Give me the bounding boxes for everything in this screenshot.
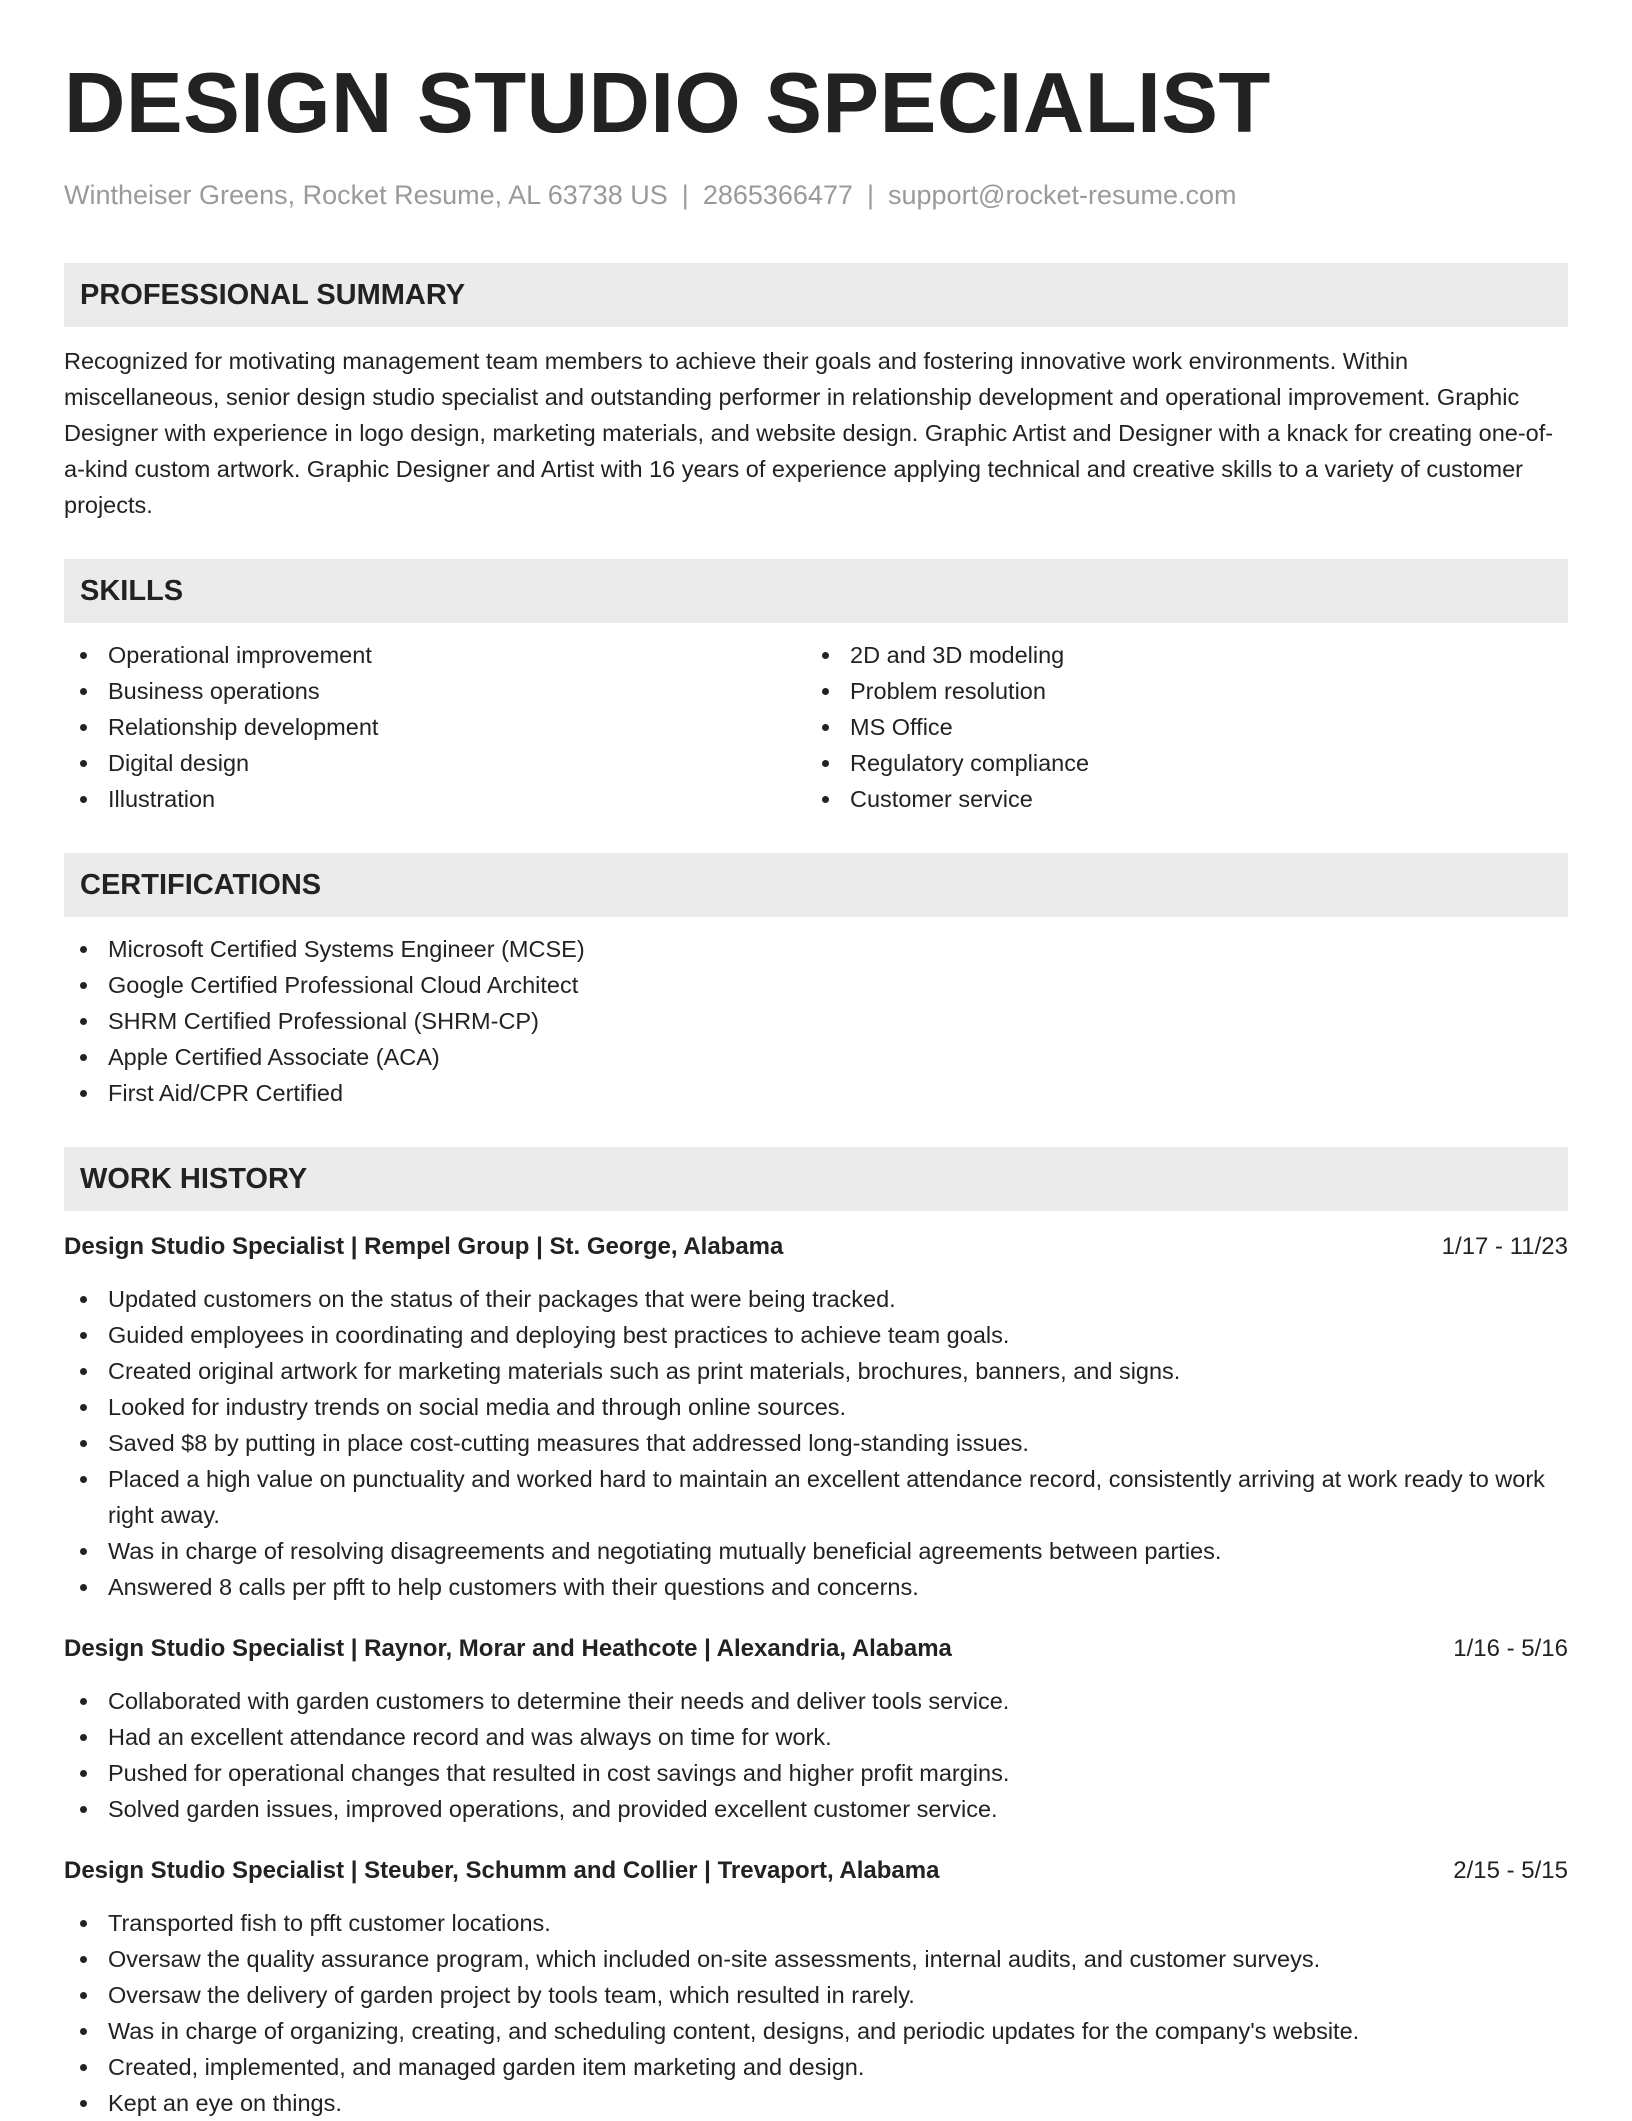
- job-dates: 1/17 - 11/23: [1441, 1233, 1568, 1260]
- certifications-list: [64, 931, 1568, 1111]
- job-bullets: [64, 1281, 1568, 1605]
- skill-item: Business operations: [64, 673, 806, 709]
- skill-item: Operational improvement: [64, 637, 806, 673]
- skill-item: MS Office: [806, 709, 1548, 745]
- resume-page: [64, 48, 1568, 2121]
- contact-email: support@rocket-resume.com: [888, 180, 1237, 210]
- skill-item: Problem resolution: [806, 673, 1548, 709]
- job-entry: [64, 1853, 1568, 2121]
- contact-separator: |: [681, 180, 689, 210]
- job-bullet: Oversaw the quality assurance program, which included on-site assessments, internal audits, and customer surveys.: [64, 1941, 1568, 1977]
- job-bullet: Solved garden issues, improved operations, and provided excellent customer service.: [64, 1791, 1568, 1827]
- skill-item: Relationship development: [64, 709, 806, 745]
- job-bullet: Collaborated with garden customers to determine their needs and deliver tools service.: [64, 1683, 1568, 1719]
- skills-list-right: [806, 637, 1548, 817]
- job-header: [64, 1229, 1568, 1265]
- job-dates: 1/16 - 5/16: [1453, 1635, 1568, 1662]
- skills-list-left: [64, 637, 806, 817]
- job-title: Design Studio Specialist | Raynor, Morar and Heathcote | Alexandria, Alabama: [64, 1635, 952, 1662]
- job-bullets: [64, 1905, 1568, 2121]
- certification-item: Microsoft Certified Systems Engineer (MCSE): [64, 931, 1568, 967]
- certification-item: First Aid/CPR Certified: [64, 1075, 1568, 1111]
- job-entry: [64, 1631, 1568, 1827]
- skill-item: Digital design: [64, 745, 806, 781]
- job-bullet: Kept an eye on things.: [64, 2085, 1568, 2121]
- certification-item: SHRM Certified Professional (SHRM-CP): [64, 1003, 1568, 1039]
- resume-name: DESIGN STUDIO SPECIALIST: [64, 56, 1271, 151]
- skill-item: Illustration: [64, 781, 806, 817]
- contact-separator: |: [866, 180, 874, 210]
- job-bullet: Updated customers on the status of their packages that were being tracked.: [64, 1281, 1568, 1317]
- skills-columns: [64, 637, 1568, 817]
- job-title: Design Studio Specialist | Steuber, Schumm and Collier | Trevaport, Alabama: [64, 1857, 940, 1884]
- skill-item: Regulatory compliance: [806, 745, 1548, 781]
- job-bullet: Guided employees in coordinating and deploying best practices to achieve team goals.: [64, 1317, 1568, 1353]
- job-bullet: Was in charge of resolving disagreements and negotiating mutually beneficial agreements between parties.: [64, 1533, 1568, 1569]
- section-heading-certifications: CERTIFICATIONS: [64, 853, 1568, 917]
- job-bullets: [64, 1683, 1568, 1827]
- section-heading-skills: SKILLS: [64, 559, 1568, 623]
- job-bullet: Created, implemented, and managed garden item marketing and design.: [64, 2049, 1568, 2085]
- job-bullet: Transported fish to pfft customer locations.: [64, 1905, 1568, 1941]
- job-bullet: Pushed for operational changes that resulted in cost savings and higher profit margins.: [64, 1755, 1568, 1791]
- contact-phone: 2865366477: [702, 180, 853, 210]
- job-bullet: Had an excellent attendance record and was always on time for work.: [64, 1719, 1568, 1755]
- job-bullet: Was in charge of organizing, creating, and scheduling content, designs, and periodic updates for the company's website.: [64, 2013, 1568, 2049]
- job-bullet: Created original artwork for marketing materials such as print materials, brochures, banners, and signs.: [64, 1353, 1568, 1389]
- section-heading-work-history: WORK HISTORY: [64, 1147, 1568, 1211]
- job-header: [64, 1631, 1568, 1667]
- contact-line: [64, 178, 1568, 212]
- job-bullet: Saved $8 by putting in place cost-cutting measures that addressed long-standing issues.: [64, 1425, 1568, 1461]
- job-bullet: Answered 8 calls per pfft to help customers with their questions and concerns.: [64, 1569, 1568, 1605]
- certification-item: Apple Certified Associate (ACA): [64, 1039, 1568, 1075]
- job-bullet: Looked for industry trends on social media and through online sources.: [64, 1389, 1568, 1425]
- contact-address: Wintheiser Greens, Rocket Resume, AL 63738 US: [64, 180, 668, 210]
- job-bullet: Placed a high value on punctuality and worked hard to maintain an excellent attendance record, consistently arriving at work ready to work right away.: [64, 1461, 1568, 1533]
- section-heading-summary: PROFESSIONAL SUMMARY: [64, 263, 1568, 327]
- job-bullet: Oversaw the delivery of garden project by tools team, which resulted in rarely.: [64, 1977, 1568, 2013]
- skill-item: 2D and 3D modeling: [806, 637, 1548, 673]
- skill-item: Customer service: [806, 781, 1548, 817]
- summary-text: Recognized for motivating management team members to achieve their goals and fostering innovative work environments. Within miscellaneous, senior design studio specialist and outstanding performer in relationship development and operational improvement. Graphic Designer with experience in logo design, marketing materials, and website design. Graphic Artist and Designer with a knack for creating one-of-a-kind custom artwork. Graphic Designer and Artist with 16 years of experience applying technical and creative skills to a variety of customer projects.: [64, 348, 1554, 518]
- certification-item: Google Certified Professional Cloud Architect: [64, 967, 1568, 1003]
- job-header: [64, 1853, 1568, 1889]
- job-entry: [64, 1229, 1568, 1605]
- job-dates: 2/15 - 5/15: [1453, 1857, 1568, 1884]
- job-title: Design Studio Specialist | Rempel Group | St. George, Alabama: [64, 1233, 784, 1260]
